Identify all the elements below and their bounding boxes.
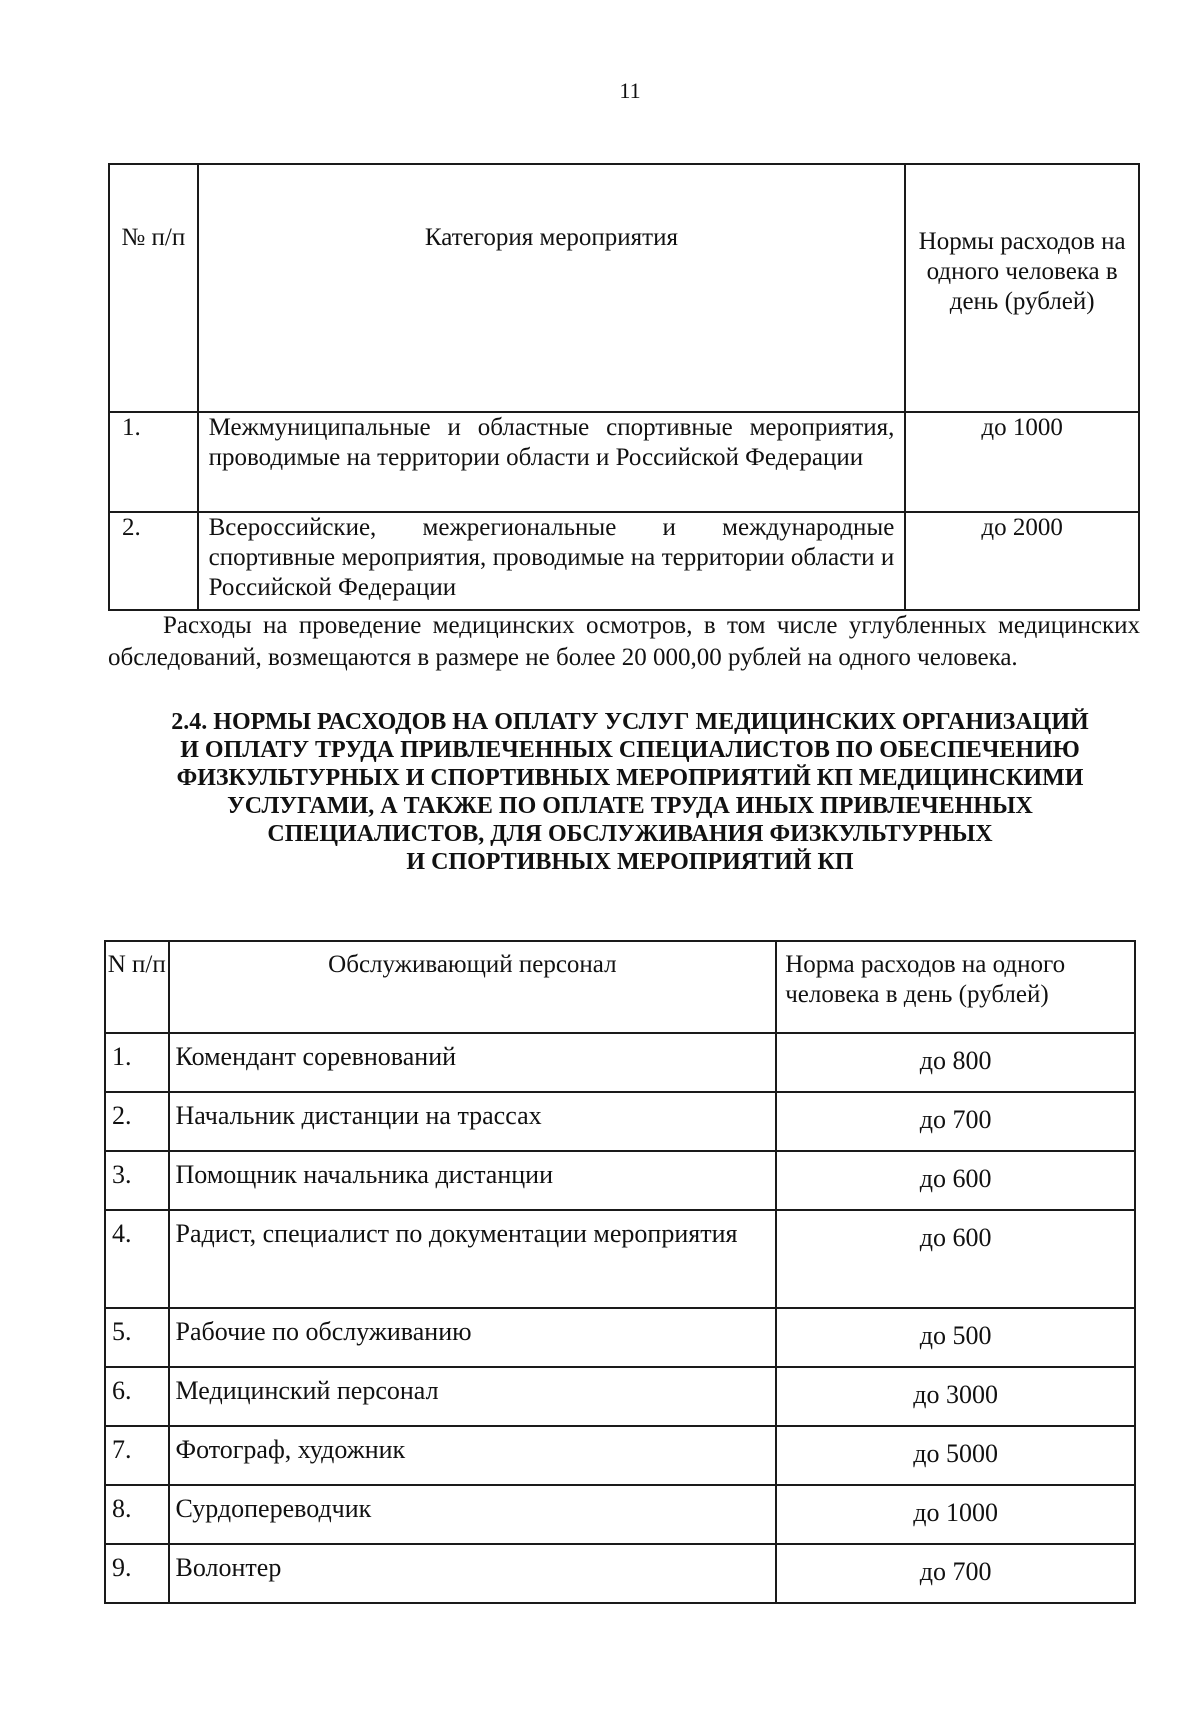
row-staff: Комендант соревнований — [169, 1033, 777, 1092]
row-staff: Начальник дистанции на трассах — [169, 1092, 777, 1151]
row-number: 3. — [105, 1151, 169, 1210]
table-row — [109, 412, 1139, 512]
table-row — [105, 1151, 1135, 1210]
row-staff: Волонтер — [169, 1544, 777, 1603]
header-number: N п/п — [105, 941, 169, 1033]
row-number: 9. — [105, 1544, 169, 1603]
row-norm: до 700 — [776, 1544, 1135, 1603]
row-number: 2. — [109, 512, 198, 610]
header-expense-norm: Норма расходов на одного человека в день (рублей) — [776, 941, 1135, 1033]
event-category-norms-table — [108, 163, 1140, 611]
row-staff: Сурдопереводчик — [169, 1485, 777, 1544]
table-row — [105, 1308, 1135, 1367]
row-number: 1. — [109, 412, 198, 512]
row-norm: до 600 — [776, 1151, 1135, 1210]
row-norm: до 5000 — [776, 1426, 1135, 1485]
table-row — [105, 1092, 1135, 1151]
table-row — [105, 1485, 1135, 1544]
row-norm: до 1000 — [905, 412, 1139, 512]
row-category: Межмуниципальные и областные спортивные мероприятия, проводимые на территории области и Российской Федерации — [198, 412, 906, 512]
row-norm: до 2000 — [905, 512, 1139, 610]
row-norm: до 3000 — [776, 1367, 1135, 1426]
row-number: 6. — [105, 1367, 169, 1426]
table-header-row — [109, 164, 1139, 412]
row-number: 1. — [105, 1033, 169, 1092]
heading-line: И СПОРТИВНЫХ МЕРОПРИЯТИЙ КП — [406, 849, 854, 875]
service-staff-norms-table — [104, 940, 1136, 1604]
row-norm: до 1000 — [776, 1485, 1135, 1544]
table-row — [105, 1367, 1135, 1426]
row-norm: до 500 — [776, 1308, 1135, 1367]
row-number: 5. — [105, 1308, 169, 1367]
row-number: 8. — [105, 1485, 169, 1544]
row-number: 4. — [105, 1210, 169, 1308]
section-heading — [130, 708, 1130, 876]
table-row — [105, 1033, 1135, 1092]
medical-exam-paragraph: Расходы на проведение медицинских осмотров, в том числе углубленных медицинских обследований, возмещаются в размере не более 20 000,00 рублей на одного человека. — [108, 612, 1140, 671]
row-category: Всероссийские, межрегиональные и международные спортивные мероприятия, проводимые на территории области и Российской Федерации — [198, 512, 906, 610]
table-header-row — [105, 941, 1135, 1033]
row-staff: Рабочие по обслуживанию — [169, 1308, 777, 1367]
row-norm: до 600 — [776, 1210, 1135, 1308]
heading-line: И ОПЛАТУ ТРУДА ПРИВЛЕЧЕННЫХ СПЕЦИАЛИСТОВ ПО ОБЕСПЕЧЕНИЮ — [180, 737, 1080, 763]
row-staff: Радист, специалист по документации мероприятия — [169, 1210, 777, 1308]
table-row — [109, 512, 1139, 610]
table-row — [105, 1210, 1135, 1308]
heading-line: 2.4. НОРМЫ РАСХОДОВ НА ОПЛАТУ УСЛУГ МЕДИЦИНСКИХ ОРГАНИЗАЦИЙ — [171, 709, 1089, 735]
row-staff: Помощник начальника дистанции — [169, 1151, 777, 1210]
row-norm: до 800 — [776, 1033, 1135, 1092]
header-event-category: Категория мероприятия — [198, 164, 906, 412]
header-expense-norm: Нормы расходов на одного человека в день (рублей) — [905, 164, 1139, 412]
row-number: 2. — [105, 1092, 169, 1151]
row-number: 7. — [105, 1426, 169, 1485]
header-service-staff: Обслуживающий персонал — [169, 941, 777, 1033]
heading-line: УСЛУГАМИ, А ТАКЖЕ ПО ОПЛАТЕ ТРУДА ИНЫХ ПРИВЛЕЧЕННЫХ — [227, 793, 1033, 819]
page-number: 11 — [619, 78, 641, 103]
row-staff: Фотограф, художник — [169, 1426, 777, 1485]
heading-line: ФИЗКУЛЬТУРНЫХ И СПОРТИВНЫХ МЕРОПРИЯТИЙ КП МЕДИЦИНСКИМИ — [176, 765, 1084, 791]
heading-line: СПЕЦИАЛИСТОВ, ДЛЯ ОБСЛУЖИВАНИЯ ФИЗКУЛЬТУРНЫХ — [267, 821, 993, 847]
table-row — [105, 1544, 1135, 1603]
row-norm: до 700 — [776, 1092, 1135, 1151]
header-number: № п/п — [109, 164, 198, 412]
row-staff: Медицинский персонал — [169, 1367, 777, 1426]
table-row — [105, 1426, 1135, 1485]
